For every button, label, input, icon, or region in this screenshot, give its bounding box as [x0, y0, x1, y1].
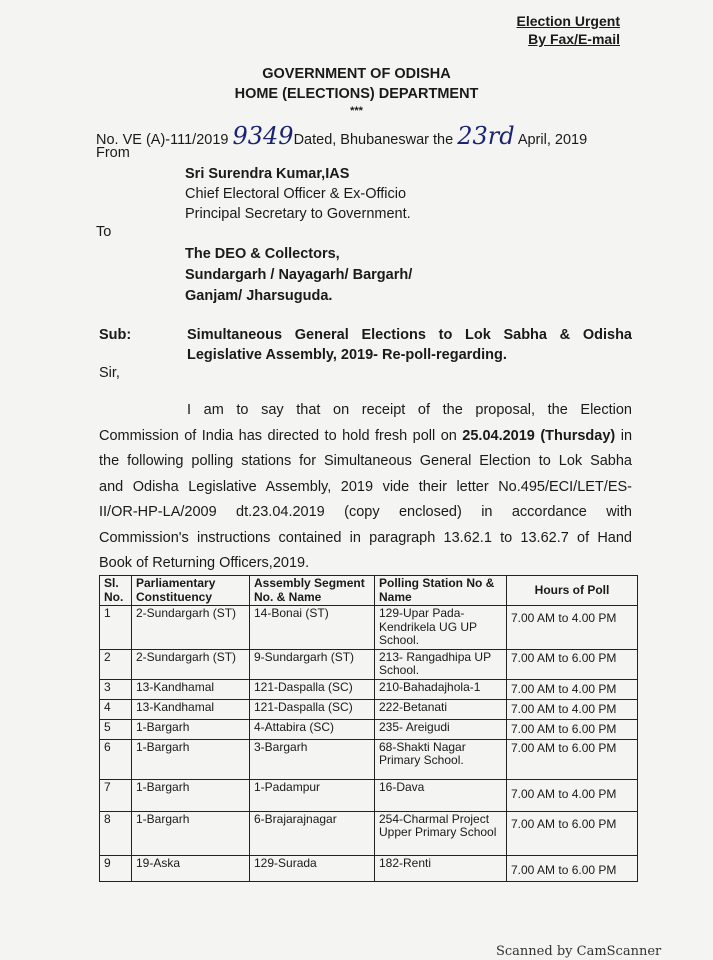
cell-hours-of-poll: 7.00 AM to 6.00 PM	[507, 739, 638, 779]
cell-assembly-segment: 4-Attabira (SC)	[250, 719, 375, 739]
handwritten-day: 23rd	[457, 122, 515, 150]
table-row	[100, 739, 638, 779]
col-header-parliamentary-constituency: Parliamentary Constituency	[132, 576, 250, 606]
month-year: April, 2019	[517, 132, 588, 148]
cell-sl-no: 5	[100, 719, 132, 739]
body-paragraph	[99, 398, 632, 577]
reference-line	[96, 122, 587, 150]
cell-sl-no: 4	[100, 699, 132, 719]
cell-polling-station: 254-Charmal Project Upper Primary School	[375, 811, 507, 855]
cell-assembly-segment: 129-Surada	[250, 855, 375, 881]
cell-parliamentary-constituency: 13-Kandhamal	[132, 679, 250, 699]
cell-polling-station: 182-Renti	[375, 855, 507, 881]
cell-sl-no: 9	[100, 855, 132, 881]
cell-hours-of-poll: 7.00 AM to 6.00 PM	[507, 855, 638, 881]
cell-parliamentary-constituency: 1-Bargarh	[132, 739, 250, 779]
scanner-watermark: Scanned by CamScanner	[496, 944, 662, 959]
delivery-mode-line: By Fax/E-mail	[528, 31, 620, 47]
sender-designation-2: Principal Secretary to Government.	[185, 206, 411, 222]
urgent-line: Election Urgent	[516, 13, 620, 29]
cell-polling-station: 68-Shakti Nagar Primary School.	[375, 739, 507, 779]
handwritten-number: 9349	[232, 122, 294, 150]
urgent-notice	[517, 12, 620, 48]
table-row	[100, 811, 638, 855]
cell-parliamentary-constituency: 1-Bargarh	[132, 719, 250, 739]
cell-polling-station: 129-Upar Pada- Kendrikela UG UP School.	[375, 606, 507, 650]
table-row	[100, 679, 638, 699]
cell-sl-no: 6	[100, 739, 132, 779]
cell-sl-no: 7	[100, 779, 132, 811]
cell-parliamentary-constituency: 19-Aska	[132, 855, 250, 881]
government-title: GOVERNMENT OF ODISHA	[262, 66, 451, 82]
table-row	[100, 699, 638, 719]
col-header-hours-of-poll: Hours of Poll	[507, 576, 638, 606]
cell-assembly-segment: 6-Brajarajnagar	[250, 811, 375, 855]
repoll-date: 25.04.2019 (Thursday)	[462, 427, 616, 444]
subject-label: Sub:	[99, 327, 132, 343]
body-line: Commission's instructions contained in paragraph 13.62.1 to 13.62.7 of Hand	[99, 529, 632, 546]
body-line: and Odisha Legislative Assembly, 2019 vide their letter No.495/ECI/LET/ES-	[99, 478, 632, 495]
table-row	[100, 779, 638, 811]
recipient-line-2: Sundargarh / Nayagarh/ Bargarh/	[185, 267, 413, 283]
letter-number: No. VE (A)-111/2019	[96, 132, 229, 148]
cell-parliamentary-constituency: 2-Sundargarh (ST)	[132, 649, 250, 679]
cell-hours-of-poll: 7.00 AM to 6.00 PM	[507, 811, 638, 855]
recipient-line-3: Ganjam/ Jharsuguda.	[185, 288, 333, 304]
cell-sl-no: 8	[100, 811, 132, 855]
subject-line-2: Legislative Assembly, 2019- Re-poll-regarding.	[187, 347, 507, 363]
body-line: the following polling stations for Simultaneous General Election to Lok Sabha	[99, 453, 632, 469]
cell-parliamentary-constituency: 2-Sundargarh (ST)	[132, 606, 250, 650]
body-line: I am to say that on receipt of the proposal, the Election	[187, 402, 632, 418]
cell-polling-station: 222-Betanati	[375, 699, 507, 719]
subject-line-1: Simultaneous General Elections to Lok Sabha & Odisha	[187, 327, 632, 343]
table-row	[100, 606, 638, 650]
cell-assembly-segment: 1-Padampur	[250, 779, 375, 811]
cell-polling-station: 210-Bahadajhola-1	[375, 679, 507, 699]
cell-assembly-segment: 121-Daspalla (SC)	[250, 679, 375, 699]
col-header-assembly-segment: Assembly Segment No. & Name	[250, 576, 375, 606]
cell-hours-of-poll: 7.00 AM to 6.00 PM	[507, 719, 638, 739]
sender-name: Sri Surendra Kumar,IAS	[185, 166, 350, 182]
header-separator: ***	[350, 105, 363, 117]
col-header-sl-no: Sl. No.	[100, 576, 132, 606]
cell-hours-of-poll: 7.00 AM to 4.00 PM	[507, 606, 638, 650]
department-title: HOME (ELECTIONS) DEPARTMENT	[234, 86, 479, 102]
cell-assembly-segment: 9-Sundargarh (ST)	[250, 649, 375, 679]
cell-sl-no: 1	[100, 606, 132, 650]
polling-stations-table	[99, 575, 638, 882]
cell-parliamentary-constituency: 13-Kandhamal	[132, 699, 250, 719]
cell-polling-station: 235- Areigudi	[375, 719, 507, 739]
table-row	[100, 719, 638, 739]
to-label: To	[96, 224, 112, 240]
cell-polling-station: 16-Dava	[375, 779, 507, 811]
cell-assembly-segment: 121-Daspalla (SC)	[250, 699, 375, 719]
cell-hours-of-poll: 7.00 AM to 4.00 PM	[507, 679, 638, 699]
table-row	[100, 855, 638, 881]
cell-hours-of-poll: 7.00 AM to 4.00 PM	[507, 699, 638, 719]
cell-polling-station: 213- Rangadhipa UP School.	[375, 649, 507, 679]
salutation: Sir,	[99, 365, 120, 381]
col-header-polling-station: Polling Station No & Name	[375, 576, 507, 606]
cell-sl-no: 2	[100, 649, 132, 679]
cell-sl-no: 3	[100, 679, 132, 699]
cell-parliamentary-constituency: 1-Bargarh	[132, 779, 250, 811]
recipient-line-1: The DEO & Collectors,	[185, 246, 340, 262]
dated-text: Dated, Bhubaneswar the	[293, 132, 454, 148]
body-line: Book of Returning Officers,2019.	[99, 555, 310, 571]
cell-hours-of-poll: 7.00 AM to 6.00 PM	[507, 649, 638, 679]
table-header-row	[100, 576, 638, 606]
sender-designation-1: Chief Electoral Officer & Ex-Officio	[185, 186, 407, 202]
table-row	[100, 649, 638, 679]
cell-assembly-segment: 3-Bargarh	[250, 739, 375, 779]
cell-parliamentary-constituency: 1-Bargarh	[132, 811, 250, 855]
body-line: II/OR-HP-LA/2009 dt.23.04.2019 (copy enclosed) in accordance with	[99, 504, 632, 520]
body-line: Commission of India has directed to hold fresh poll on 25.04.2019 (Thursday) in	[99, 427, 633, 444]
cell-hours-of-poll: 7.00 AM to 4.00 PM	[507, 779, 638, 811]
from-label: From	[96, 145, 130, 161]
cell-assembly-segment: 14-Bonai (ST)	[250, 606, 375, 650]
